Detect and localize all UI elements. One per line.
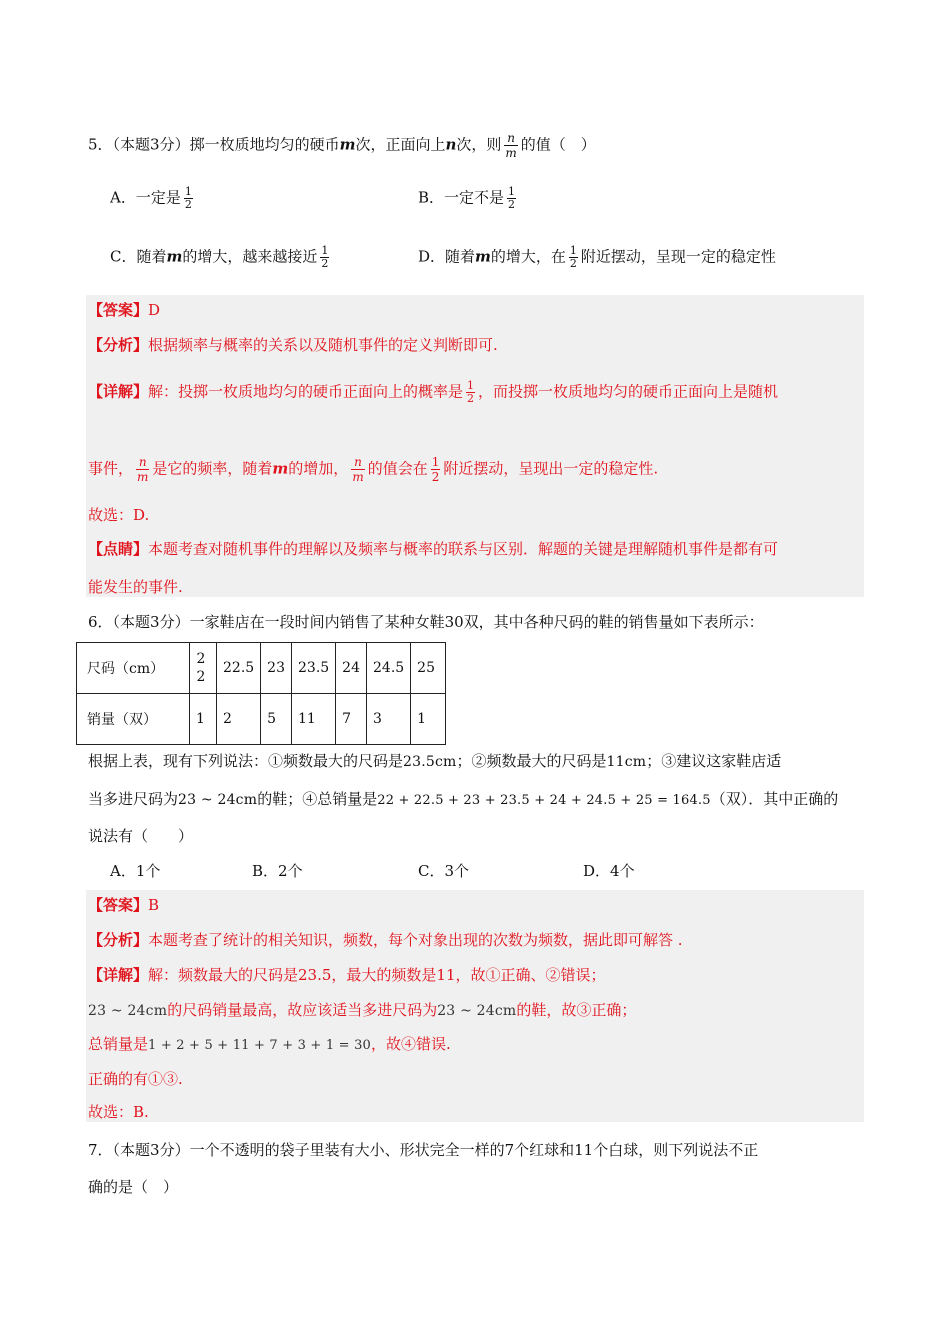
q6-detail-line-4: 正确的有①③.	[88, 1070, 183, 1088]
table-row-sales: 销量（双） 1 2 5 11 7 3 1	[77, 694, 446, 745]
table-cell: 5	[261, 694, 292, 745]
table-cell: 25	[411, 643, 446, 694]
size-sales-table	[76, 642, 446, 745]
table-cell: 1	[190, 694, 217, 745]
q5-analysis: 【分析】根据频率与概率的关系以及随机事件的定义判断即可.	[88, 336, 498, 354]
q6-analysis: 【分析】本题考查了统计的相关知识，频数，每个对象出现的次数为频数，据此即可解答 .	[88, 931, 683, 949]
table-cell: 2	[217, 694, 261, 745]
table-cell: 11	[292, 694, 336, 745]
q6-option-d: D．4个	[583, 862, 635, 880]
q7-stem-line-1: 7．（本题3分）一个不透明的袋子里装有大小、形状完全一样的7个红球和11个白球，则下列说法不正	[88, 1141, 759, 1159]
q6-choose: 故选：B.	[88, 1103, 149, 1121]
table-cell: 7	[336, 694, 367, 745]
q6-detail-line-3: 总销量是1 + 2 + 5 + 11 + 7 + 3 + 1 = 30，故④错误.	[88, 1035, 451, 1053]
q5-option-d: D．随着m的增大，在 $\frac{1}{2}$ 附近摆动，呈现一定的稳定性	[418, 244, 776, 270]
q5-detail-line-2: 事件， $\frac{n}{m}$ 是它的频率，随着m的增加， $\frac{n}{m}$ 的值会在 $\frac{1}{2}$ 附近摆动，呈现出一定的稳定性.	[88, 455, 659, 484]
q5-option-b: B．一定不是 $\frac{1}{2}$	[418, 185, 516, 211]
q6-detail-line-2: 23 ~ 24cm的尺码销量最高，故应该适当多进尺码为23 ~ 24cm的鞋，故③正确；	[88, 1001, 637, 1019]
table-cell: 22.5	[217, 643, 261, 694]
q6-option-c: C．3个	[418, 862, 470, 880]
table-cell: 24	[336, 643, 367, 694]
q7-stem-line-2: 确的是（ ）	[88, 1178, 179, 1196]
table-cell: 23.5	[292, 643, 336, 694]
q5-detail-line-1: 【详解】解：投掷一枚质地均匀的硬币正面向上的概率是 $\frac{1}{2}$ ，而投掷一枚质地均匀的硬币正面向上是随机	[88, 379, 779, 405]
table-cell: 24.5	[367, 643, 411, 694]
q5-comment-line-2: 能发生的事件.	[88, 578, 183, 596]
q6-text-line-2: 当多进尺码为23 ~ 24cm的鞋；④总销量是22 + 22.5 + 23 + 23.5 + 24 + 24.5 + 25 = 164.5（双）．其中正确的	[88, 790, 839, 808]
q6-option-a: A．1个	[110, 862, 161, 880]
q6-detail-line-1: 【详解】解：频数最大的尺码是23.5，最大的频数是11，故①正确、②错误；	[88, 966, 606, 984]
q5-comment-line-1: 【点睛】本题考查对随机事件的理解以及频率与概率的联系与区别．解题的关键是理解随机事件是都有可	[88, 540, 779, 558]
q6-answer: 【答案】B	[88, 896, 160, 914]
q6-stem: 6．（本题3分）一家鞋店在一段时间内销售了某种女鞋30双，其中各种尺码的鞋的销售量如下表所示：	[88, 613, 764, 631]
fraction-n-over-m: $\frac{n}{m}$	[505, 131, 517, 160]
table-cell: 1	[411, 694, 446, 745]
q5-option-c: C．随着m的增大，越来越接近 $\frac{1}{2}$	[110, 244, 329, 270]
q6-text-line-3: 说法有（ ）	[88, 827, 194, 845]
q6-option-b: B．2个	[252, 862, 303, 880]
table-cell: 2 2	[190, 643, 217, 694]
table-cell: 3	[367, 694, 411, 745]
q5-option-a: A．一定是 $\frac{1}{2}$	[110, 185, 192, 211]
table-row-sizes: 尺码（cm） 2 2 22.5 23 23.5 24 24.5 25	[77, 643, 446, 694]
table-cell: 23	[261, 643, 292, 694]
q5-stem: 5．（本题3分）掷一枚质地均匀的硬币m次，正面向上n次，则 $\frac{n}{m}$ 的值（ ）	[88, 131, 596, 160]
q5-answer: 【答案】D	[88, 301, 161, 319]
q6-text-line-1: 根据上表，现有下列说法：①频数最大的尺码是23.5cm；②频数最大的尺码是11cm；③建议这家鞋店适	[88, 752, 782, 770]
q5-choose: 故选：D.	[88, 506, 150, 524]
